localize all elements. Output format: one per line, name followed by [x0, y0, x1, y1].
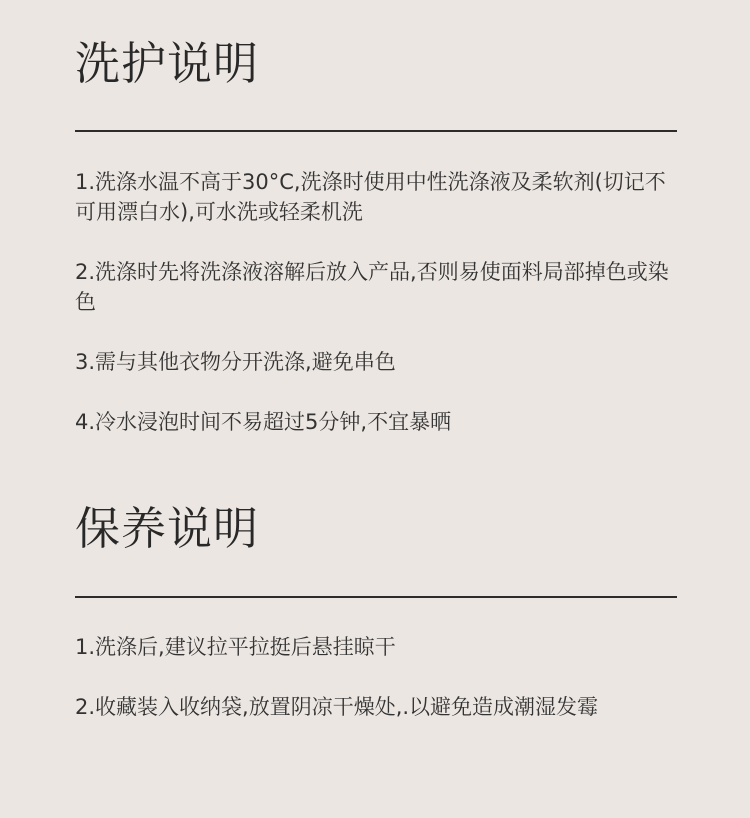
maintenance-instruction-item: 2.收藏装入收纳袋,放置阴凉干燥处,.以避免造成潮湿发霉 [75, 695, 599, 719]
washing-instruction-item: 4.冷水浸泡时间不易超过5分钟,不宜暴晒 [75, 410, 452, 434]
washing-instruction-item: 2.洗涤时先将洗涤液溶解后放入产品,否则易使面料局部掉色或染色 [75, 260, 669, 314]
maintenance-instructions-title: 保养说明 [75, 502, 260, 555]
maintenance-instructions-section [75, 0, 677, 818]
maintenance-instructions-list [75, 632, 677, 752]
maintenance-divider [75, 596, 677, 598]
washing-instructions-title: 洗护说明 [75, 37, 260, 90]
washing-instruction-item: 1.洗涤水温不高于30°C,洗涤时使用中性洗涤液及柔软剂(切记不可用漂白水),可水洗或轻柔机洗 [75, 170, 666, 224]
washing-instruction-item: 3.需与其他衣物分开洗涤,避免串色 [75, 350, 396, 374]
maintenance-instruction-item: 1.洗涤后,建议拉平拉挺后悬挂晾干 [75, 635, 396, 659]
